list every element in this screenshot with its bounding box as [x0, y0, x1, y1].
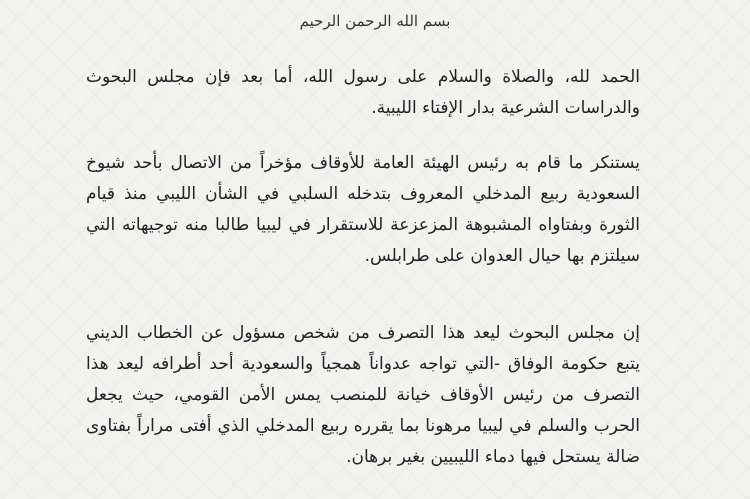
paragraph-intro: الحمد لله، والصلاة والسلام على رسول الله، أما بعد فإن مجلس البحوث والدراسات الشرعية بدار الإفتاء الليبية.: [86, 67, 640, 118]
paragraph-condemnation: يستنكر ما قام به رئيس الهيئة العامة للأوقاف مؤخراً من الاتصال بأحد شيوخ السعودية ربيع المدخلي المعروف بتدخله السلبي في الشأن الليبي منذ قيام الثورة وبفتاواه المشبوهة المزعزعة للاستقرار في ليبيا طالبا منه توجيهاته التي سيلتزم بها حيال العدوان على طرابلس.: [86, 153, 640, 266]
paragraph-statement: إن مجلس البحوث ليعد هذا التصرف من شخص مسؤول عن الخطاب الديني يتبع حكومة الوفاق -التي تواجه عدواناً همجياً والسعودية أحد أطرافه ليعد هذا التصرف من رئيس الأوقاف خيانة للمنصب يمس الأمن القومي، حيث يجعل الحرب والسلم في ليبيا مرهونا بما يقرره ربيع المدخلي الذي أفتى مراراً بفتاوى ضالة يستحل فيها دماء الليبيين بغير برهان.: [86, 323, 640, 467]
basmala-heading: بسم الله الرحمن الرحيم: [299, 12, 451, 30]
